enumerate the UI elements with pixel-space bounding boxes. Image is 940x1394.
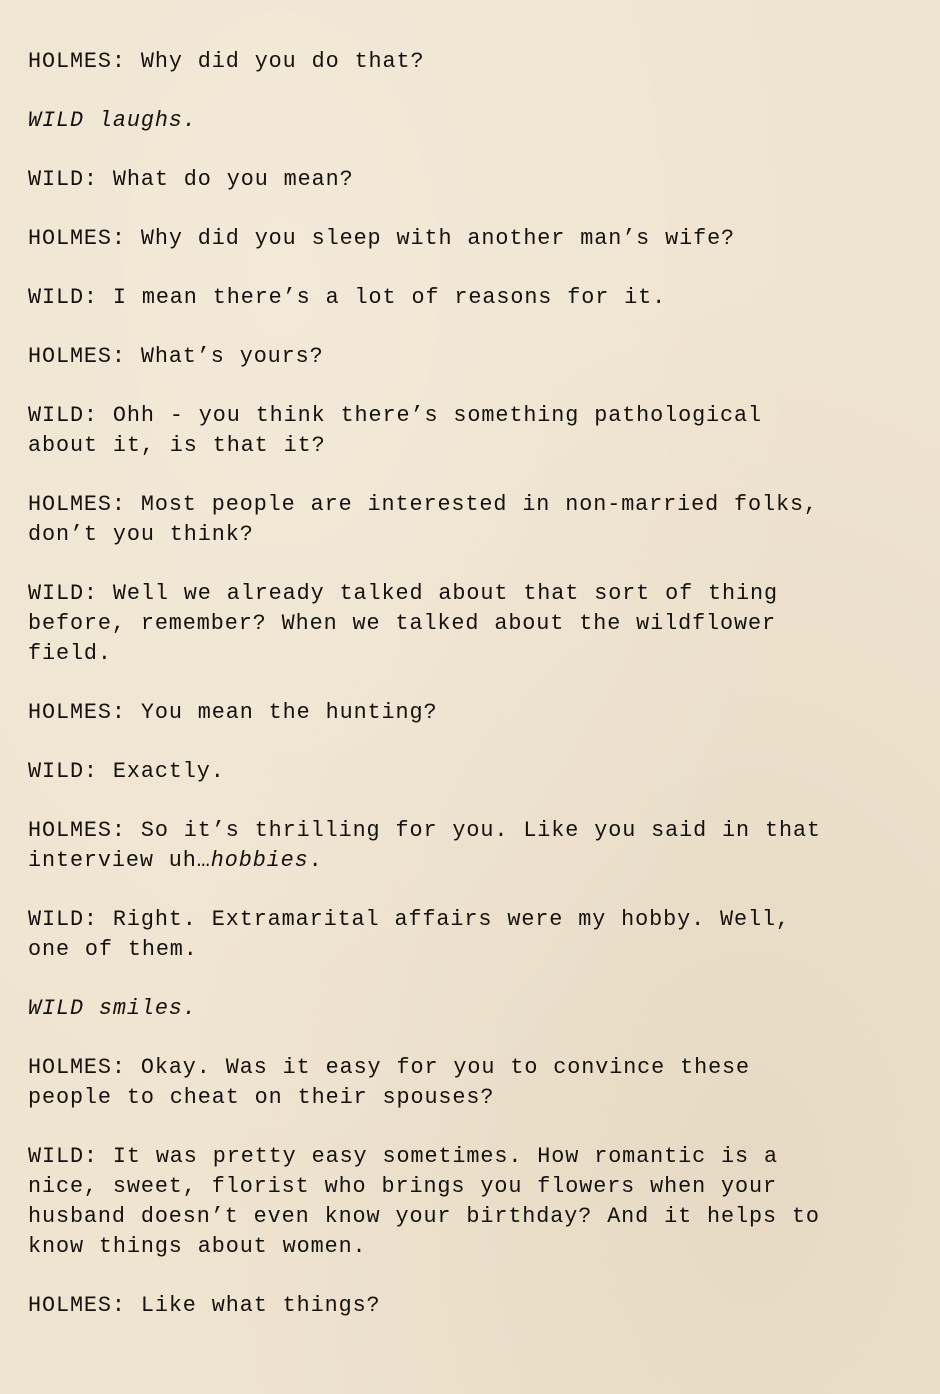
dialogue-wild [28, 757, 918, 787]
speaker-name: WILD [28, 285, 84, 310]
dialogue-line: I mean there’s a lot of reasons for it. [112, 285, 667, 310]
speaker-name: HOLMES [28, 49, 112, 74]
dialogue-line: before, remember? When we talked about the wildflower [28, 611, 776, 636]
speaker-name: HOLMES [28, 700, 112, 725]
speaker-name: WILD [28, 1144, 84, 1169]
dialogue-line: people to cheat on their spouses? [28, 1085, 495, 1110]
dialogue-emphasis: hobbies [210, 848, 309, 873]
dialogue-line: So it’s thrilling for you. Like you said in that [140, 818, 821, 843]
dialogue-line: Well we already talked about that sort of thing [112, 581, 778, 606]
dialogue-line: Okay. Was it easy for you to convince these [140, 1055, 751, 1080]
speaker-separator: : [111, 1293, 141, 1318]
speaker-separator: : [111, 226, 141, 251]
speaker-name: HOLMES [28, 344, 112, 369]
dialogue-wild [28, 283, 918, 313]
speaker-separator: : [111, 344, 141, 369]
dialogue-line: Ohh - you think there’s something pathological [112, 403, 762, 428]
speaker-separator: : [83, 907, 113, 932]
speaker-separator: : [111, 49, 141, 74]
dialogue-line: You mean the hunting? [140, 700, 438, 725]
speaker-separator: : [83, 403, 113, 428]
dialogue-holmes [28, 1053, 918, 1113]
speaker-separator: : [111, 1055, 141, 1080]
dialogue-line: Like what things? [140, 1293, 381, 1318]
speaker-separator: : [111, 700, 141, 725]
dialogue-wild [28, 579, 918, 669]
speaker-separator: : [83, 1144, 113, 1169]
dialogue-holmes [28, 1291, 918, 1321]
speaker-separator: : [111, 492, 141, 517]
dialogue-line: don’t you think? [28, 522, 254, 547]
dialogue-line: about it, is that it? [28, 433, 326, 458]
dialogue-wild [28, 1142, 918, 1262]
speaker-name: WILD [28, 907, 84, 932]
dialogue-wild [28, 165, 918, 195]
speaker-name: HOLMES [28, 1293, 112, 1318]
speaker-separator: : [83, 759, 113, 784]
dialogue-holmes [28, 698, 918, 728]
dialogue-line: What’s yours? [140, 344, 324, 369]
dialogue-wild [28, 905, 918, 965]
dialogue-line: one of them. [28, 937, 198, 962]
dialogue-holmes [28, 816, 918, 876]
dialogue-holmes [28, 224, 918, 254]
dialogue-line: Right. Extramarital affairs were my hobby. Well, [112, 907, 790, 932]
dialogue-line: Exactly. [112, 759, 225, 784]
dialogue-line: husband doesn’t even know your birthday? And it helps to [28, 1204, 820, 1229]
speaker-name: HOLMES [28, 818, 112, 843]
dialogue-line: It was pretty easy sometimes. How romantic is a [112, 1144, 778, 1169]
dialogue-line: know things about women. [28, 1234, 367, 1259]
dialogue-line: Most people are interested in non-married folks, [140, 492, 818, 517]
dialogue-holmes [28, 47, 918, 77]
stage-direction: WILD laughs. [28, 108, 197, 133]
speaker-separator: : [111, 818, 141, 843]
dialogue-holmes [28, 342, 918, 372]
speaker-name: WILD [28, 759, 84, 784]
dialogue-line: nice, sweet, florist who brings you flowers when your [28, 1174, 777, 1199]
dialogue-line-end: . [308, 848, 323, 873]
dialogue-holmes [28, 490, 918, 550]
script-page [28, 47, 918, 1321]
speaker-name: WILD [28, 167, 84, 192]
speaker-separator: : [83, 581, 113, 606]
dialogue-line: Why did you do that? [140, 49, 425, 74]
dialogue-line: interview uh… [28, 848, 211, 873]
speaker-name: HOLMES [28, 492, 112, 517]
speaker-separator: : [83, 285, 113, 310]
speaker-name: HOLMES [28, 226, 112, 251]
dialogue-line: What do you mean? [112, 167, 354, 192]
speaker-separator: : [83, 167, 113, 192]
speaker-name: HOLMES [28, 1055, 112, 1080]
stage-direction: WILD smiles. [28, 996, 197, 1021]
dialogue-wild [28, 401, 918, 461]
dialogue-line: Why did you sleep with another man’s wife? [140, 226, 736, 251]
speaker-name: WILD [28, 581, 84, 606]
speaker-name: WILD [28, 403, 84, 428]
dialogue-line: field. [28, 641, 112, 666]
